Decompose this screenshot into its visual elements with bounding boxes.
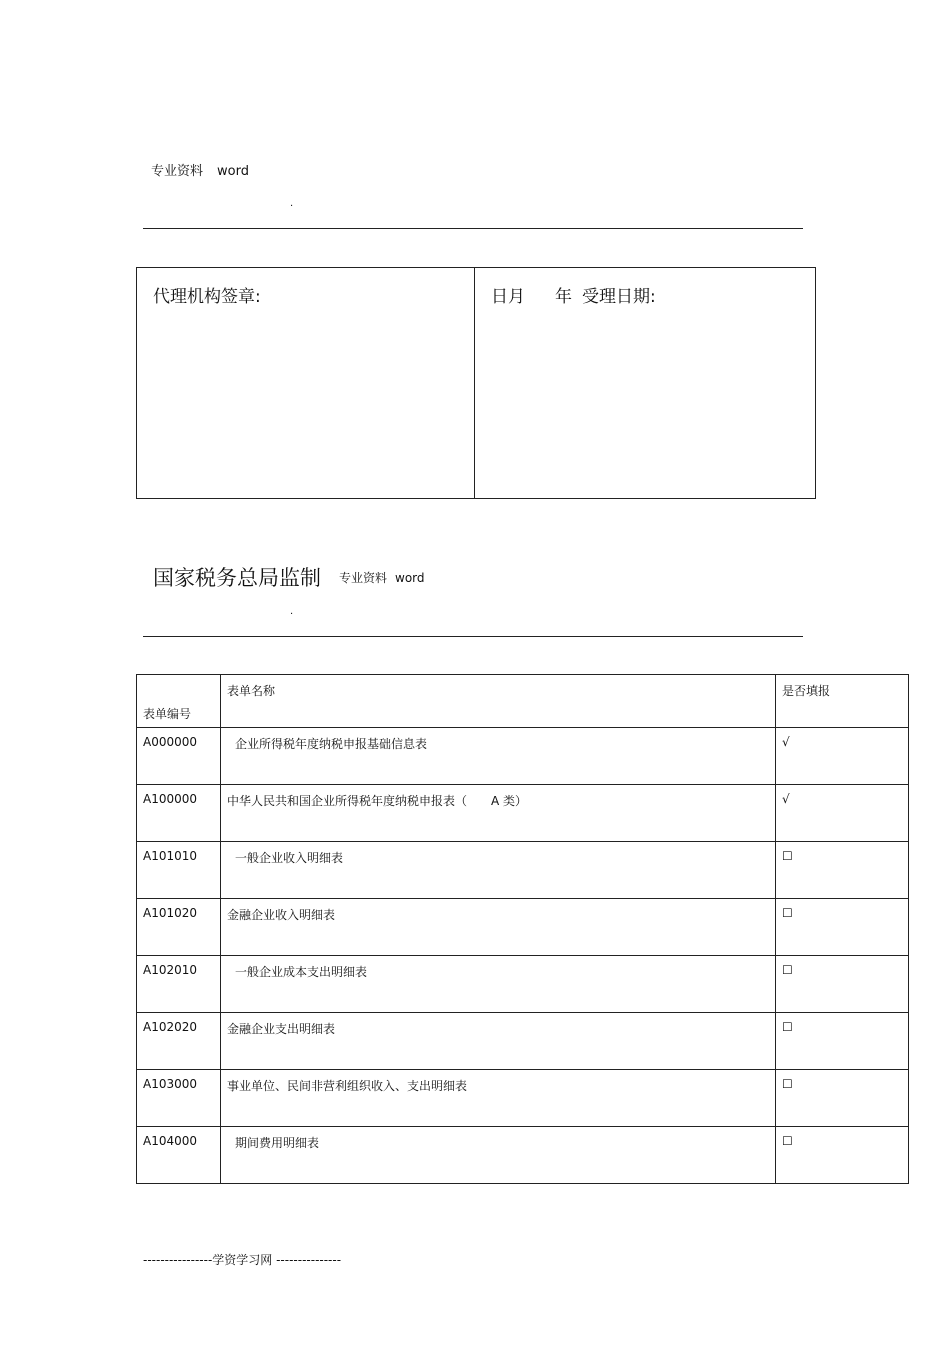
forms-table — [136, 674, 909, 1184]
filed-checkbox[interactable]: ☐ — [776, 1013, 909, 1070]
form-code: A103000 — [137, 1070, 221, 1127]
filed-checkbox[interactable]: ☐ — [776, 956, 909, 1013]
page-header — [151, 160, 249, 179]
form-name: 金融企业支出明细表 — [221, 1013, 776, 1070]
accept-date-cell — [475, 268, 815, 498]
filed-checkbox[interactable]: √ — [776, 728, 909, 785]
header-form-code: 表单编号 — [137, 675, 221, 728]
filed-checkbox[interactable]: √ — [776, 785, 909, 842]
table-row — [137, 1127, 909, 1184]
filed-checkbox[interactable]: ☐ — [776, 899, 909, 956]
date-day-month: 日月 — [491, 287, 525, 307]
form-name: 事业单位、民间非营利组织收入、支出明细表 — [221, 1070, 776, 1127]
table-row — [137, 728, 909, 785]
agency-seal-cell — [137, 268, 475, 498]
table-row — [137, 785, 909, 842]
header-label: 专业资料 — [151, 164, 204, 179]
form-code: A000000 — [137, 728, 221, 785]
header-filed: 是否填报 — [776, 675, 909, 728]
filed-checkbox[interactable]: ☐ — [776, 1070, 909, 1127]
agency-seal-label: 代理机构签章: — [153, 287, 261, 307]
section-dot: . — [290, 606, 294, 617]
header-dot: . — [290, 198, 294, 209]
header-divider — [143, 228, 803, 229]
table-row — [137, 1013, 909, 1070]
section-word: word — [395, 571, 425, 585]
date-year: 年 — [555, 287, 572, 307]
table-row — [137, 956, 909, 1013]
form-code: A102020 — [137, 1013, 221, 1070]
section-header — [153, 562, 425, 592]
section-divider — [143, 636, 803, 637]
table-row — [137, 899, 909, 956]
form-name: 一般企业成本支出明细表 — [221, 956, 776, 1013]
header-form-name: 表单名称 — [221, 675, 776, 728]
form-code: A102010 — [137, 956, 221, 1013]
form-code: A100000 — [137, 785, 221, 842]
accept-date-label: 受理日期: — [582, 287, 656, 307]
form-name: 中华人民共和国企业所得税年度纳税申报表（ A 类） — [221, 785, 776, 842]
form-code: A101020 — [137, 899, 221, 956]
filed-checkbox[interactable]: ☐ — [776, 1127, 909, 1184]
table-header-row — [137, 675, 909, 728]
section-label: 专业资料 — [339, 571, 388, 585]
signature-box — [136, 267, 816, 499]
filed-checkbox[interactable]: ☐ — [776, 842, 909, 899]
header-word: word — [217, 164, 249, 179]
page-footer: ----------------学资学习网 --------------- — [143, 1253, 342, 1267]
form-name: 一般企业收入明细表 — [221, 842, 776, 899]
form-code: A104000 — [137, 1127, 221, 1184]
table-row — [137, 1070, 909, 1127]
form-name: 期间费用明细表 — [221, 1127, 776, 1184]
form-code: A101010 — [137, 842, 221, 899]
section-title: 国家税务总局监制 — [153, 566, 321, 590]
table-row — [137, 842, 909, 899]
form-name: 企业所得税年度纳税申报基础信息表 — [221, 728, 776, 785]
form-name: 金融企业收入明细表 — [221, 899, 776, 956]
